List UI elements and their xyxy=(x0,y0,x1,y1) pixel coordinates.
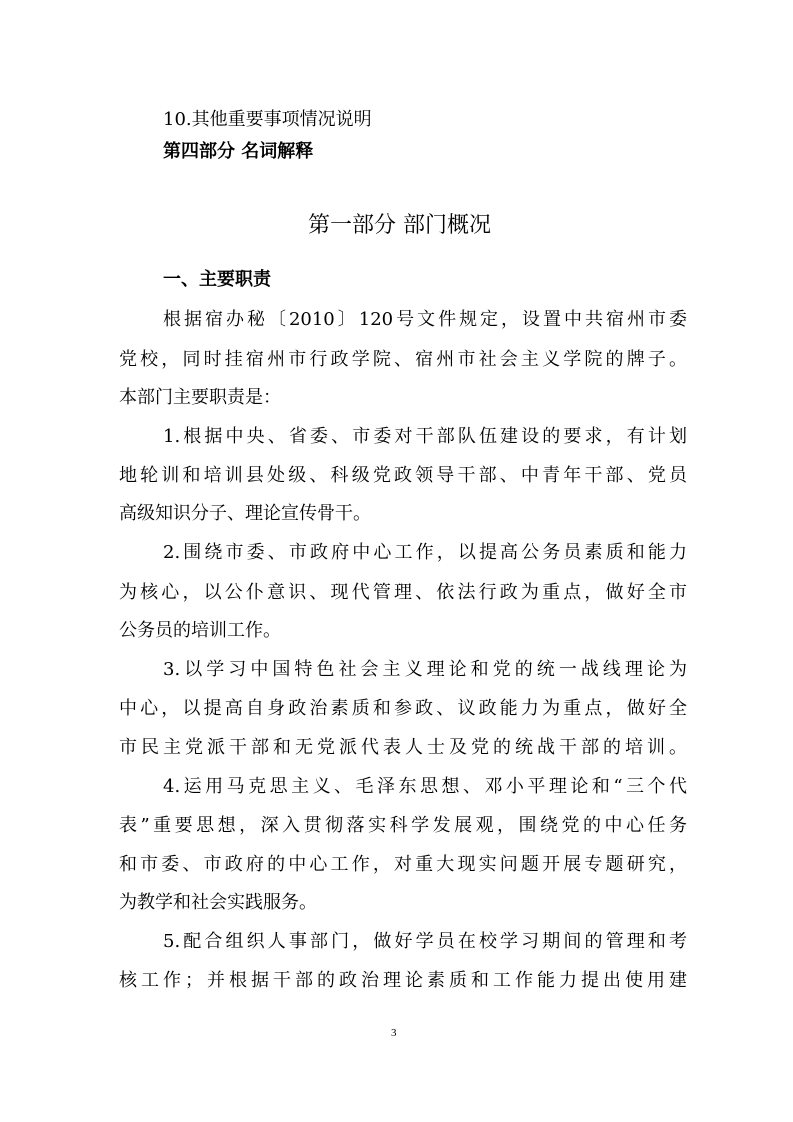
paragraph-line: 高级知识分子、理论宣传骨干。 xyxy=(119,503,371,524)
paragraph-line: 市民主党派干部和无党派代表人士及党的统战干部的培训。 xyxy=(119,737,687,758)
paragraph-line: 党校，同时挂宿州市行政学院、宿州市社会主义学院的牌子。 xyxy=(119,349,687,370)
paragraph-line: 3.以学习中国特色社会主义理论和党的统一战线理论为 xyxy=(163,659,687,680)
paragraph-line: 4.运用马克思主义、毛泽东思想、邓小平理论和“三个代 xyxy=(163,776,687,797)
toc-part-4: 第四部分 名词解释 xyxy=(163,141,314,162)
paragraph-line: 表”重要思想，深入贯彻落实科学发展观，围绕党的中心任务 xyxy=(119,815,687,836)
page-number: 3 xyxy=(391,1027,397,1039)
paragraph-line: 中心，以提高自身政治素质和参政、议政能力为重点，做好全 xyxy=(119,698,687,719)
paragraph-line: 2.围绕市委、市政府中心工作，以提高公务员素质和能力 xyxy=(163,542,687,563)
paragraph-line: 本部门主要职责是： xyxy=(119,387,281,408)
paragraph-line: 1.根据中央、省委、市委对干部队伍建设的要求，有计划 xyxy=(163,426,687,447)
paragraph-line: 为教学和社会实践服务。 xyxy=(119,892,317,913)
paragraph-line: 为核心，以公仆意识、现代管理、依法行政为重点，做好全市 xyxy=(119,582,687,603)
paragraph-line: 和市委、市政府的中心工作，对重大现实问题开展专题研究， xyxy=(119,854,687,875)
paragraph-line: 核工作；并根据干部的政治理论素质和工作能力提出使用建 xyxy=(119,970,687,991)
paragraph-line: 公务员的培训工作。 xyxy=(119,620,281,641)
paragraph-line: 地轮训和培训县处级、科级党政领导干部、中青年干部、党员 xyxy=(119,465,687,486)
section-title: 第一部分 部门概况 xyxy=(308,213,491,238)
paragraph-line: 5.配合组织人事部门，做好学员在校学习期间的管理和考 xyxy=(163,931,687,952)
paragraph-line: 根据宿办秘〔2010〕120号文件规定，设置中共宿州市委 xyxy=(163,309,687,330)
section-heading: 一、主要职责 xyxy=(163,269,271,290)
toc-item-10: 10.其他重要事项情况说明 xyxy=(163,109,372,130)
